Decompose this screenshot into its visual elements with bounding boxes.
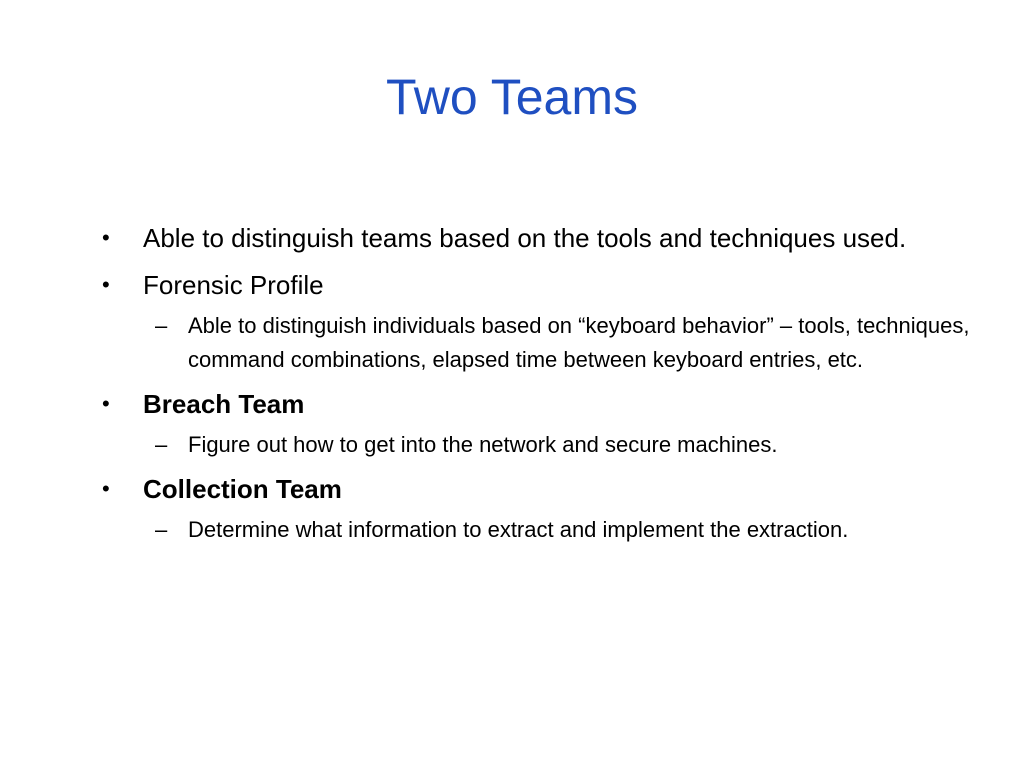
sub-bullet-list: [143, 428, 982, 462]
sub-bullet-item-breach-description: [143, 428, 982, 462]
bullet-text: Collection Team: [143, 474, 342, 504]
sub-bullet-text: Determine what information to extract and implement the extraction.: [188, 517, 849, 542]
sub-bullet-text: Figure out how to get into the network and secure machines.: [188, 432, 778, 457]
bullet-item-collection-team: [102, 469, 982, 547]
bullet-item-forensic-profile: [102, 265, 982, 377]
bullet-marker: •: [102, 476, 110, 501]
bullet-text: Breach Team: [143, 389, 305, 419]
bullet-item-tools-techniques: [102, 218, 982, 258]
sub-bullet-item-keyboard-behavior: [143, 309, 982, 377]
bullet-text: Forensic Profile: [143, 270, 324, 300]
sub-bullet-item-collection-description: [143, 513, 982, 547]
bullet-list: [102, 218, 982, 547]
dash-marker: –: [155, 432, 168, 457]
bullet-marker: •: [102, 391, 110, 416]
bullet-marker: •: [102, 225, 110, 250]
bullet-marker: •: [102, 272, 110, 297]
bullet-item-breach-team: [102, 384, 982, 462]
dash-marker: –: [155, 517, 168, 542]
bullet-text: Able to distinguish teams based on the tools and techniques used.: [143, 223, 907, 253]
slide-title: Two Teams: [386, 69, 638, 125]
dash-marker: –: [155, 313, 168, 338]
sub-bullet-list: [143, 309, 982, 377]
sub-bullet-list: [143, 513, 982, 547]
sub-bullet-text: Able to distinguish individuals based on “keyboard behavior” – tools, techniques, command combinations, elapsed time between keyboard entries, etc.: [188, 313, 970, 372]
